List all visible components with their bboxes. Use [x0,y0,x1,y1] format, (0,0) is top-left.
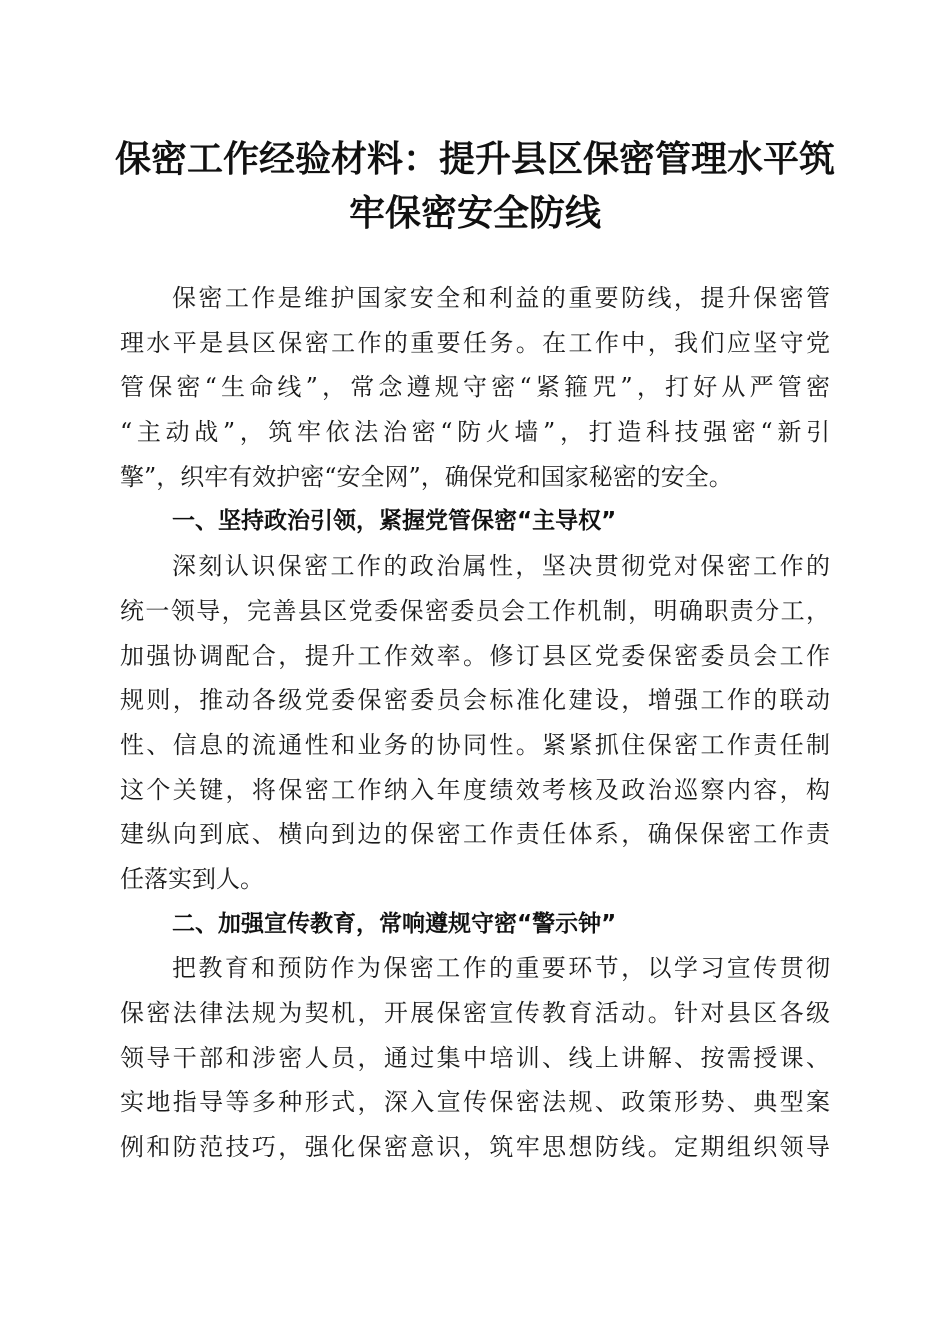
section-2-paragraph [120,946,830,1169]
paragraph-line: 加强协调配合，提升工作效率。修订县区党委保密委员会工作 [120,641,830,670]
paragraph-line: 保密法律法规为契机，开展保密宣传教育活动。针对县区各级 [120,999,830,1027]
title-line: 牢保密安全防线 [348,192,601,234]
section-heading-1: 一、坚持政治引领，紧握党管保密“主导权” [172,508,617,535]
paragraph-line: 性、信息的流通性和业务的协同性。紧紧抓住保密工作责任制 [120,730,830,759]
paragraph-line: 把教育和预防作为保密工作的重要环节，以学习宣传贯彻 [172,954,830,983]
document-title [100,132,850,240]
paragraph-line: 管保密“生命线”，常念遵规守密“紧箍咒”，打好从严管密 [120,373,830,402]
paragraph-line: 统一领导，完善县区党委保密委员会工作机制，明确职责分工， [120,596,830,625]
section-heading-2: 二、加强宣传教育，常响遵规守密“警示钟” [172,910,617,937]
paragraph-line: 规则，推动各级党委保密委员会标准化建设，增强工作的联动 [120,686,830,715]
section-1-paragraph [120,544,830,902]
paragraph-line: 例和防范技巧，强化保密意识，筑牢思想防线。定期组织领导 [120,1133,830,1162]
paragraph-line: 理水平是县区保密工作的重要任务。在工作中，我们应坚守党 [120,328,830,357]
paragraph-line: 深刻认识保密工作的政治属性，坚决贯彻党对保密工作的 [172,552,830,581]
paragraph-line: 建纵向到底、横向到边的保密工作责任体系，确保保密工作责 [120,820,830,849]
paragraph-line: 实地指导等多种形式，深入宣传保密法规、政策形势、典型案 [120,1088,830,1117]
paragraph-line: 任落实到人。 [120,864,264,893]
paragraph-line: 保密工作是维护国家安全和利益的重要防线，提升保密管 [172,284,830,312]
title-line: 保密工作经验材料：提升县区保密管理水平筑 [114,138,835,180]
paragraph-line: 擎”，织牢有效护密“安全网”，确保党和国家秘密的安全。 [120,462,733,491]
document-body [120,276,830,1170]
paragraph-line: 这个关键，将保密工作纳入年度绩效考核及政治巡察内容，构 [120,775,830,804]
paragraph-line: 领导干部和涉密人员，通过集中培训、线上讲解、按需授课、 [120,1043,830,1072]
intro-paragraph [120,276,830,499]
paragraph-line: “主动战”，筑牢依法治密“防火墙”，打造科技强密“新引 [120,418,830,447]
